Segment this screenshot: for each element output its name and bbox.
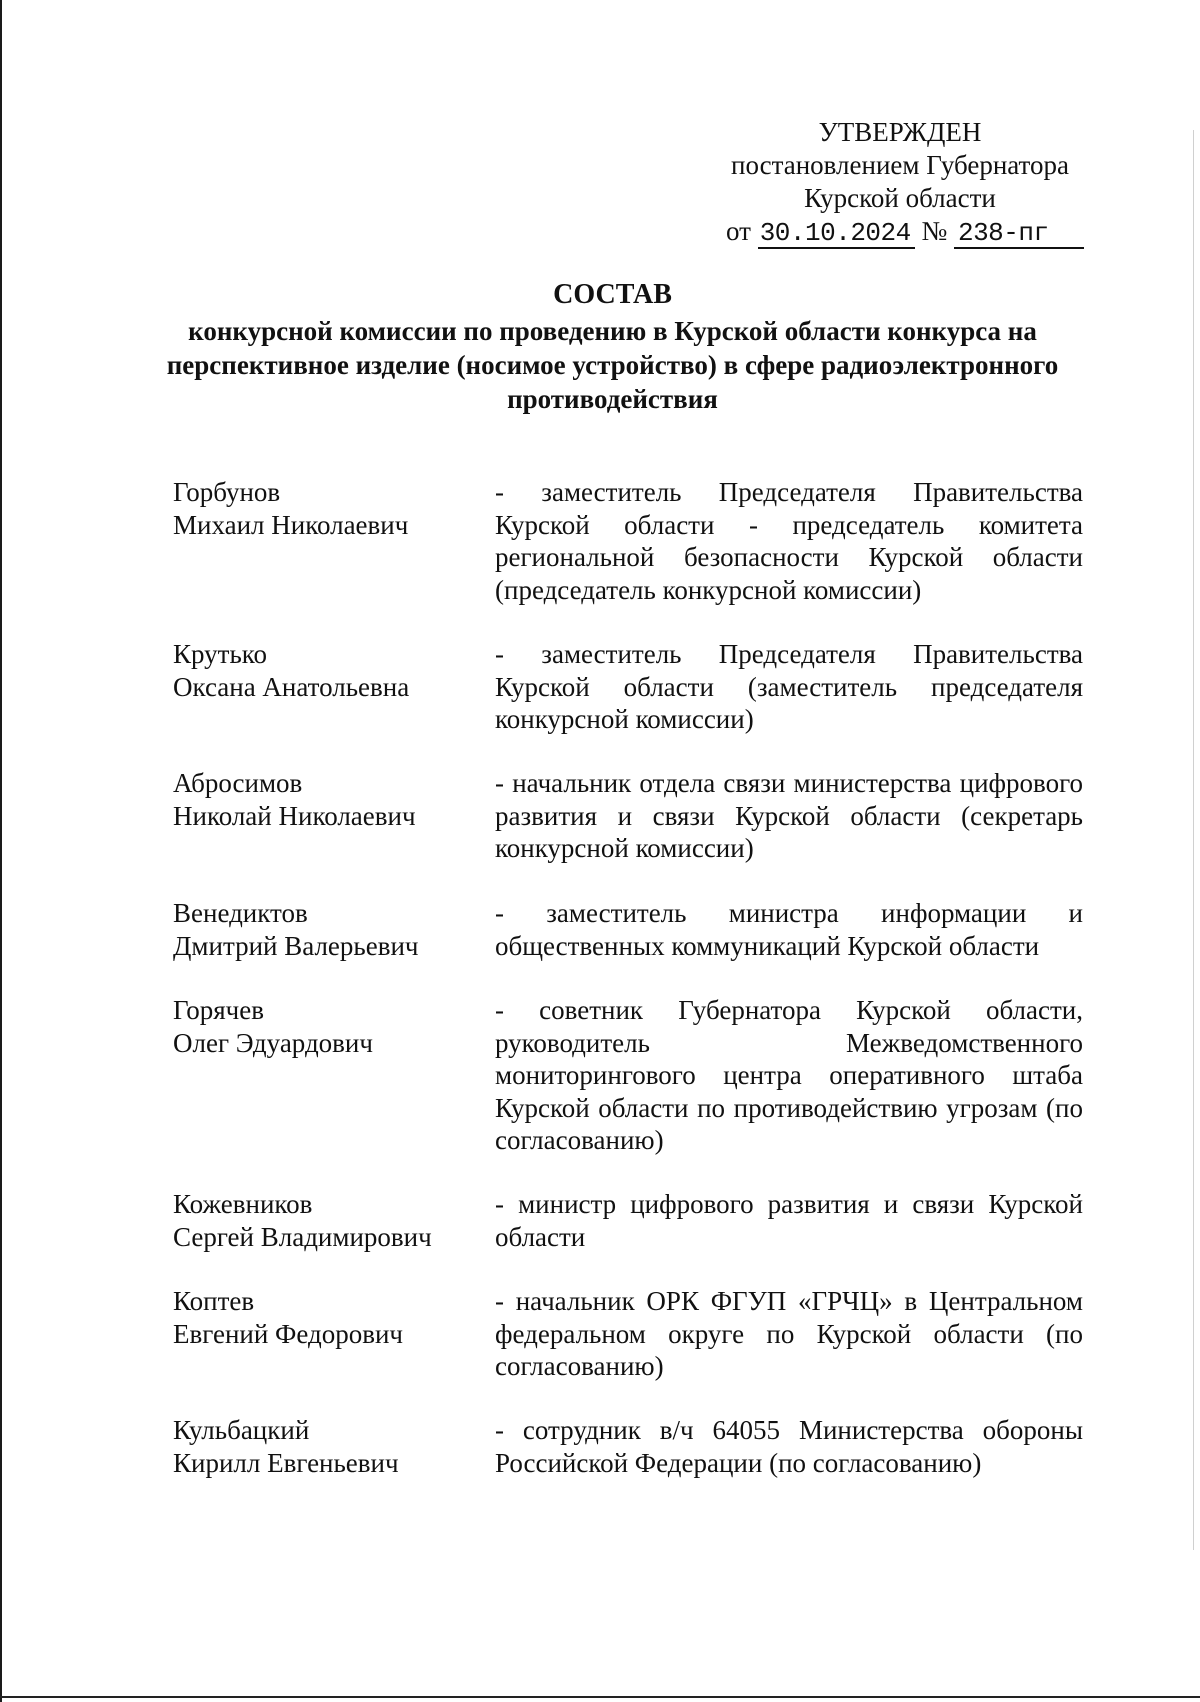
member-name [173, 1414, 473, 1479]
member-surname: Крутько [173, 639, 268, 669]
approval-block [715, 116, 1085, 249]
approval-number: 238-пг [954, 220, 1084, 249]
member-name [173, 994, 473, 1059]
member-role: - советник Губернатора Курской области, руководитель Межведомственного мониторингового центра оперативного штаба Курской области по противодействию угрозам (по согласованию) [495, 995, 1083, 1155]
member-role: - министр цифрового развития и связи Курской области [495, 1189, 1083, 1252]
approval-date-line [715, 215, 1085, 249]
approval-line-1: постановлением Губернатора [731, 150, 1069, 180]
approval-date: 30.10.2024 [758, 220, 915, 249]
member-role: - начальник ОРК ФГУП «ГРЧЦ» в Центральном федеральном округе по Курской области (по согласованию) [495, 1286, 1083, 1381]
member-role: - начальник отдела связи министерства цифрового развития и связи Курской области (секретарь конкурсной комиссии) [495, 768, 1083, 863]
approval-heading: УТВЕРЖДЕН [818, 117, 982, 147]
member-name [173, 1188, 473, 1253]
member-role: - заместитель Председателя Правительства Курской области - председатель комитета региональной безопасности Курской области (председатель конкурсной комиссии) [495, 477, 1083, 605]
number-prefix: № [921, 216, 948, 246]
date-prefix: от [726, 216, 751, 246]
member-name [173, 476, 473, 541]
member-name [173, 897, 473, 962]
document-subtitle: конкурсной комиссии по проведению в Курской области конкурса на перспективное изделие (носимое устройство) в сфере радиоэлектронного противодействия [166, 316, 1059, 414]
page-edge-right [1193, 130, 1194, 1550]
member-role: - заместитель Председателя Правительства Курской области (заместитель председателя конкурсной комиссии) [495, 639, 1083, 734]
member-name [173, 638, 473, 703]
member-surname: Венедиктов [173, 898, 308, 928]
member-surname: Горбунов [173, 477, 281, 507]
member-given-names: Сергей Владимирович [173, 1221, 432, 1252]
member-name [173, 767, 473, 832]
member-given-names: Кирилл Евгеньевич [173, 1447, 399, 1478]
page-edge-left [0, 0, 2, 1702]
member-name [173, 1285, 473, 1350]
document-title: СОСТАВ [553, 279, 672, 310]
member-role: - сотрудник в/ч 64055 Министерства обороны Российской Федерации (по согласованию) [495, 1415, 1083, 1478]
member-given-names: Оксана Анатольевна [173, 671, 410, 702]
member-surname: Абросимов [173, 768, 303, 798]
member-given-names: Евгений Федорович [173, 1318, 404, 1349]
member-surname: Кожевников [173, 1189, 313, 1219]
approval-line-2: Курской области [804, 183, 996, 213]
member-given-names: Николай Николаевич [173, 800, 416, 831]
member-given-names: Олег Эдуардович [173, 1027, 373, 1058]
title-block [150, 278, 1075, 416]
member-given-names: Михаил Николаевич [173, 509, 409, 540]
member-role: - заместитель министра информации и общественных коммуникаций Курской области [495, 898, 1083, 961]
member-given-names: Дмитрий Валерьевич [173, 930, 419, 961]
member-surname: Коптев [173, 1286, 255, 1316]
member-surname: Кульбацкий [173, 1415, 310, 1445]
page-edge-bottom [0, 1696, 1200, 1698]
member-surname: Горячев [173, 995, 264, 1025]
